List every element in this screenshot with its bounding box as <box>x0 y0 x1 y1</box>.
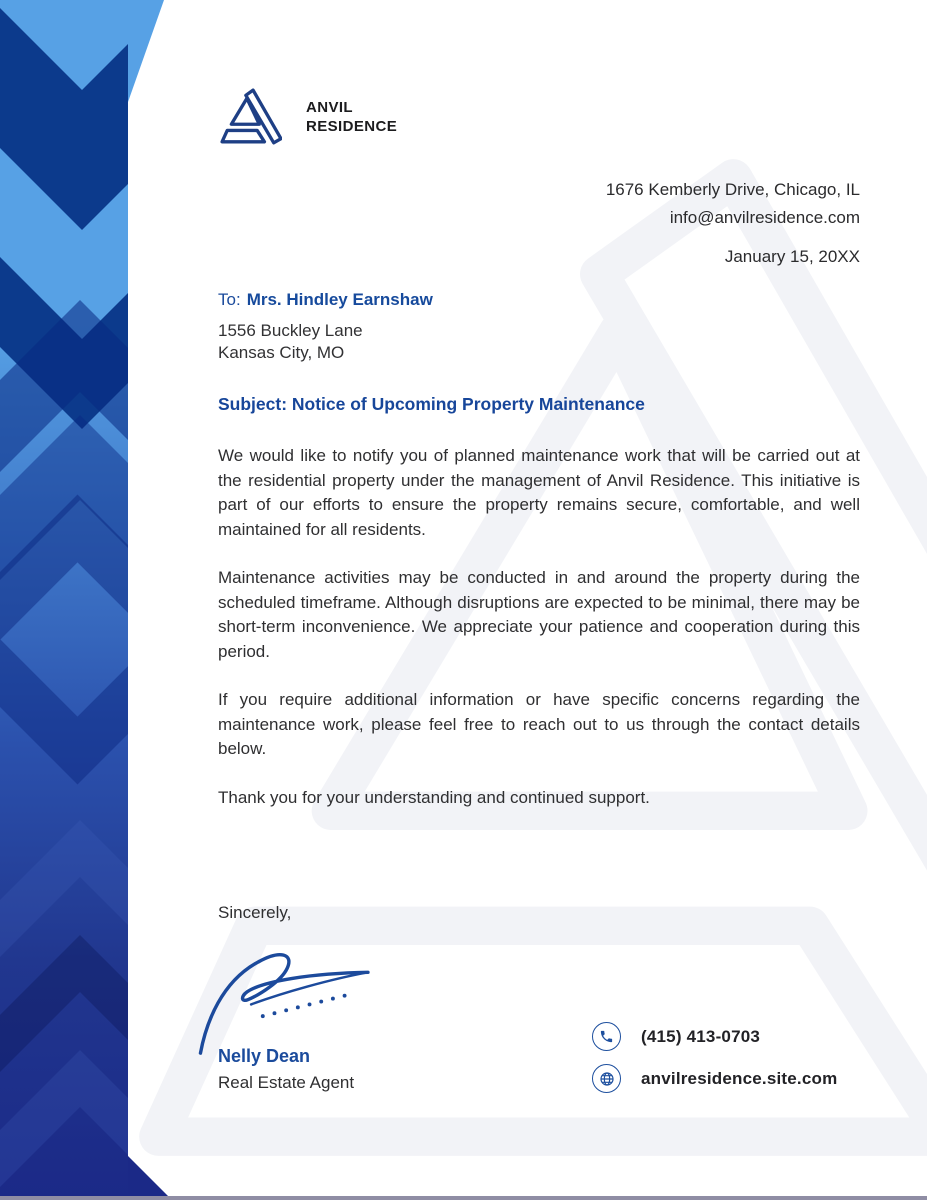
recipient-address-line1: 1556 Buckley Lane <box>218 321 363 340</box>
body-paragraph: We would like to notify you of planned maintenance work that will be carried out at the residential property under the management of Anvil Residence. This initiative is part of our efforts to ensure the property remains secure, comfortable, and well maintained for all residents. <box>218 446 860 539</box>
signature-scribble <box>194 946 390 1058</box>
page-bottom-edge <box>0 1196 927 1200</box>
letter-date: January 15, 20XX <box>724 247 860 266</box>
phone-number: (415) 413-0703 <box>641 1026 761 1046</box>
website-url: anvilresidence.site.com <box>641 1068 838 1088</box>
sender-email: info@anvilresidence.com <box>669 208 860 227</box>
website-row <box>592 1064 837 1093</box>
brand-header <box>220 88 397 146</box>
recipient-name: Mrs. Hindley Earnshaw <box>246 290 433 309</box>
brand-name-line2: RESIDENCE <box>306 118 398 135</box>
signer-title: Real Estate Agent <box>218 1073 355 1092</box>
recipient-address <box>218 320 433 364</box>
brand-name-line1: ANVIL <box>306 99 353 116</box>
body-paragraph: Thank you for your understanding and continued support. <box>218 787 650 807</box>
recipient-address-line2: Kansas City, MO <box>218 343 345 362</box>
contact-block <box>592 1022 837 1093</box>
recipient-line <box>218 290 433 310</box>
phone-row <box>592 1022 837 1051</box>
sender-address: 1676 Kemberly Drive, Chicago, IL <box>605 180 860 199</box>
subject-line: Subject: Notice of Upcoming Property Maintenance <box>218 394 645 414</box>
sender-block <box>606 176 860 271</box>
closing-salutation: Sincerely, <box>218 903 292 922</box>
letter-body <box>218 444 860 834</box>
phone-icon <box>592 1022 621 1051</box>
body-paragraph: Maintenance activities may be conducted in and around the property during the scheduled timeframe. Although disruptions are expected to be minimal, there may be short-term inconvenience. We appreciate your patience and cooperation during this period. <box>218 568 860 661</box>
body-paragraph: If you require additional information or have specific concerns regarding the maintenance work, please feel free to reach out to us through the contact details below. <box>218 690 860 758</box>
recipient-block <box>218 290 433 364</box>
globe-icon <box>592 1064 621 1093</box>
anvil-logo-icon <box>220 88 282 146</box>
signer-name: Nelly Dean <box>218 1046 311 1066</box>
brand-name <box>306 98 397 136</box>
to-label: To: <box>218 290 241 309</box>
